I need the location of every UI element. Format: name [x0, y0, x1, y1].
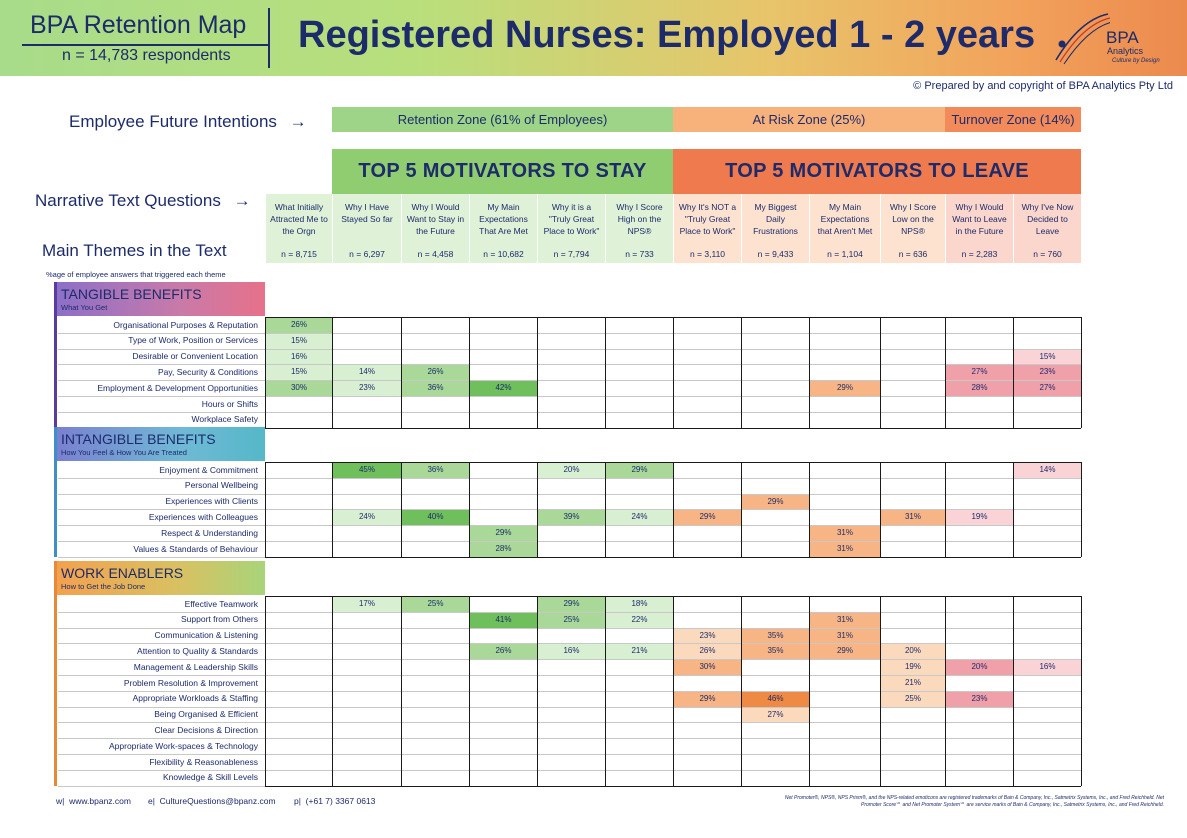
theme-label: Respect & Understanding	[161, 527, 258, 538]
theme-cell: 20%	[946, 660, 1013, 675]
theme-cell: 29%	[742, 495, 809, 510]
theme-cell: 26%	[402, 365, 469, 380]
question-text: My Biggest Daily Frustrations	[753, 202, 798, 236]
theme-cell: 15%	[1014, 350, 1081, 365]
theme-cell: 45%	[333, 463, 401, 478]
logo-tagline: Culture by Design	[1112, 58, 1160, 64]
theme-cell: 35%	[742, 644, 809, 659]
phone-label: p|	[294, 796, 301, 806]
theme-cell: 28%	[946, 381, 1013, 396]
question-text: Why I've Now Decided to Leave	[1021, 202, 1074, 236]
theme-cell: 23%	[333, 381, 401, 396]
theme-cell: 15%	[266, 334, 332, 349]
theme-cell: 31%	[810, 613, 880, 628]
table-column-rule	[537, 462, 538, 557]
brand-divider-vertical	[268, 8, 270, 68]
theme-label: Effective Teamwork	[184, 598, 258, 609]
theme-cell: 26%	[674, 644, 741, 659]
theme-cell: 16%	[538, 644, 605, 659]
theme-cell: 29%	[674, 510, 741, 525]
footer-email	[148, 796, 276, 806]
table-column-rule	[469, 596, 470, 786]
logo-text: BPA	[1106, 28, 1139, 47]
theme-label: Experiences with Colleagues	[148, 511, 258, 522]
email-label: e|	[148, 796, 155, 806]
question-header	[1013, 194, 1081, 263]
theme-label: Being Organised & Efficient	[154, 709, 258, 720]
theme-label: Values & Standards of Behaviour	[133, 543, 258, 554]
narrative-label	[35, 191, 251, 211]
theme-cell: 27%	[1014, 381, 1081, 396]
table-column-rule	[809, 596, 810, 786]
theme-cell: 21%	[881, 676, 945, 691]
theme-cell: 23%	[1014, 365, 1081, 380]
theme-cell: 29%	[538, 597, 605, 612]
question-header	[605, 194, 673, 263]
category-accent-bar	[54, 427, 57, 557]
theme-cell: 20%	[538, 463, 605, 478]
table-column-rule	[1081, 462, 1082, 557]
trademark-disclaimer: Net Promoter®, NPS®, NPS Prism®, and the NPS-related emoticons are registered trademarks of Bain & Company, Inc., Satmetrix Systems, Inc., and Fred Reichheld. Net Promoter Score℠ and Net Promoter System℠ are service marks of Bain & Company, Inc., Satmetrix Systems, Inc., and Fred Reichheld.	[784, 795, 1164, 808]
category-header	[54, 427, 265, 461]
category-accent-bar	[54, 282, 57, 428]
table-rule	[265, 428, 1081, 429]
question-header	[401, 194, 469, 263]
logo-swoosh-icon	[1050, 10, 1110, 70]
theme-cell: 27%	[742, 708, 809, 723]
theme-label: Employment & Development Opportunities	[97, 382, 258, 393]
theme-cell: 35%	[742, 629, 809, 644]
question-header	[741, 194, 809, 263]
question-header	[880, 194, 945, 263]
table-column-rule	[673, 462, 674, 557]
question-sample-size: n = 636	[898, 249, 928, 259]
question-header	[945, 194, 1013, 263]
table-column-rule	[332, 596, 333, 786]
category-title: INTANGIBLE BENEFITS	[61, 431, 216, 447]
category-title: TANGIBLE BENEFITS	[61, 286, 202, 302]
theme-cell: 21%	[606, 644, 673, 659]
category-header	[54, 561, 265, 595]
question-header	[673, 194, 741, 263]
question-sample-size: n = 9,433	[757, 249, 794, 259]
theme-cell: 42%	[470, 381, 537, 396]
table-column-rule	[945, 462, 946, 557]
theme-cell: 18%	[606, 597, 673, 612]
table-column-rule	[880, 317, 881, 428]
theme-label: Appropriate Workloads & Staffing	[132, 693, 258, 704]
category-title: WORK ENABLERS	[61, 565, 184, 581]
theme-cell: 25%	[402, 597, 469, 612]
percent-note: %age of employee answers that triggered each theme	[46, 270, 226, 279]
leave-motivators-header: TOP 5 MOTIVATORS TO LEAVE	[673, 149, 1081, 194]
table-column-rule	[469, 462, 470, 557]
respondents-count: n = 14,783 respondents	[62, 47, 231, 64]
category-subtitle: How to Get the Job Done	[61, 582, 146, 591]
theme-cell: 30%	[674, 660, 741, 675]
narrative-text: Narrative Text Questions	[35, 191, 221, 210]
turnover-zone: Turnover Zone (14%)	[945, 107, 1081, 132]
table-column-rule	[332, 462, 333, 557]
theme-cell: 24%	[606, 510, 673, 525]
question-sample-size: n = 10,682	[483, 249, 524, 259]
table-column-rule	[605, 596, 606, 786]
table-rule	[265, 557, 1081, 558]
theme-cell: 31%	[810, 629, 880, 644]
theme-label: Desirable or Convenient Location	[132, 351, 258, 362]
brand-box	[22, 8, 270, 68]
table-column-rule	[265, 596, 266, 786]
theme-cell: 30%	[266, 381, 332, 396]
theme-cell: 36%	[402, 381, 469, 396]
brand-divider	[22, 44, 270, 46]
theme-label: Hours or Shifts	[201, 398, 258, 409]
theme-label: Enjoyment & Commitment	[159, 464, 258, 475]
theme-cell: 14%	[333, 365, 401, 380]
theme-label: Personal Wellbeing	[184, 480, 258, 491]
theme-label: Workplace Safety	[191, 414, 258, 425]
theme-cell: 31%	[881, 510, 945, 525]
brand-title: BPA Retention Map	[30, 11, 247, 39]
theme-cell: 26%	[470, 644, 537, 659]
theme-label: Clear Decisions & Direction	[154, 724, 258, 735]
theme-cell: 46%	[742, 692, 809, 707]
table-column-rule	[605, 317, 606, 428]
question-sample-size: n = 8,715	[281, 249, 317, 259]
theme-cell: 36%	[402, 463, 469, 478]
table-column-rule	[332, 317, 333, 428]
question-header	[537, 194, 605, 263]
question-text: What Initially Attracted Me to the Orgn	[270, 202, 328, 236]
email-link[interactable]: CultureQuestions@bpanz.com	[159, 796, 276, 806]
theme-cell: 31%	[810, 542, 880, 557]
theme-cell: 20%	[881, 644, 945, 659]
question-sample-size: n = 1,104	[827, 249, 863, 259]
theme-cell: 19%	[946, 510, 1013, 525]
category-header	[54, 282, 265, 316]
question-sample-size: n = 4,458	[417, 249, 454, 259]
table-column-rule	[1013, 462, 1014, 557]
theme-label: Experiences with Clients	[165, 496, 258, 507]
page-title: Registered Nurses: Employed 1 - 2 years	[298, 14, 1036, 56]
theme-label: Organisational Purposes & Reputation	[113, 319, 258, 330]
table-column-rule	[673, 596, 674, 786]
at-risk-zone: At Risk Zone (25%)	[673, 107, 945, 132]
theme-label: Communication & Listening	[154, 630, 258, 641]
theme-cell: 15%	[266, 365, 332, 380]
theme-cell: 29%	[810, 381, 880, 396]
theme-cell: 19%	[881, 660, 945, 675]
table-column-rule	[265, 317, 266, 428]
theme-label: Problem Resolution & Improvement	[123, 677, 258, 688]
theme-label: Knowledge & Skill Levels	[163, 772, 258, 783]
logo-subtext: Analytics	[1107, 46, 1144, 56]
stay-motivators-header: TOP 5 MOTIVATORS TO STAY	[332, 149, 673, 194]
theme-cell: 14%	[1014, 463, 1081, 478]
footer-phone	[294, 796, 375, 806]
category-subtitle: What You Get	[61, 303, 108, 312]
question-sample-size: n = 733	[625, 249, 654, 259]
arrow-icon: →	[233, 191, 251, 210]
question-header	[332, 194, 401, 263]
web-label: w|	[56, 796, 65, 806]
table-column-rule	[1013, 596, 1014, 786]
theme-label: Attention to Quality & Standards	[137, 645, 258, 656]
table-column-rule	[537, 596, 538, 786]
theme-cell: 29%	[606, 463, 673, 478]
table-column-rule	[469, 317, 470, 428]
theme-cell: 29%	[674, 692, 741, 707]
theme-cell: 41%	[470, 613, 537, 628]
table-column-rule	[537, 317, 538, 428]
category-accent-bar	[54, 561, 57, 786]
theme-label: Pay, Security & Conditions	[158, 366, 258, 377]
theme-label: Appropriate Work-spaces & Technology	[109, 740, 258, 751]
bpa-logo	[1050, 10, 1160, 70]
table-column-rule	[401, 317, 402, 428]
theme-cell: 28%	[470, 542, 537, 557]
table-column-rule	[401, 462, 402, 557]
table-column-rule	[265, 462, 266, 557]
question-text: My Main Expectations that Aren't Met	[817, 202, 873, 236]
theme-cell: 17%	[333, 597, 401, 612]
category-subtitle: How You Feel & How You Are Treated	[61, 448, 187, 457]
theme-cell: 25%	[881, 692, 945, 707]
theme-label: Management & Leadership Skills	[133, 661, 258, 672]
theme-cell: 31%	[810, 526, 880, 541]
copyright-note: © Prepared by and copyright of BPA Analytics Pty Ltd	[913, 80, 1173, 92]
theme-cell: 25%	[538, 613, 605, 628]
question-text: Why I Score Low on the NPS®	[889, 202, 937, 236]
table-column-rule	[1081, 596, 1082, 786]
question-text: Why It's NOT a "Truly Great Place to Work"	[678, 202, 737, 236]
table-column-rule	[880, 596, 881, 786]
phone-number: (+61 7) 3367 0613	[305, 796, 376, 806]
main-themes-label: Main Themes in the Text	[42, 241, 227, 260]
theme-cell: 29%	[470, 526, 537, 541]
question-text: My Main Expectations That Are Met	[479, 202, 528, 236]
future-intentions-label	[69, 112, 307, 132]
question-text: Why I Score High on the NPS®	[616, 202, 663, 236]
question-text: Why it is a "Truly Great Place to Work"	[543, 202, 600, 236]
theme-label: Flexibility & Reasonableness	[149, 756, 258, 767]
question-text: Why I Have Stayed So far	[341, 202, 393, 224]
arrow-icon: →	[289, 112, 307, 131]
table-column-rule	[741, 317, 742, 428]
question-header	[265, 194, 332, 263]
question-header	[809, 194, 880, 263]
theme-cell: 24%	[333, 510, 401, 525]
retention-zone: Retention Zone (61% of Employees)	[332, 107, 673, 132]
question-sample-size: n = 7,794	[553, 249, 590, 259]
table-column-rule	[673, 317, 674, 428]
question-text: Why I Would Want to Stay in the Future	[406, 202, 465, 236]
question-sample-size: n = 2,283	[961, 249, 998, 259]
question-header	[469, 194, 537, 263]
question-sample-size: n = 6,297	[349, 249, 385, 259]
table-column-rule	[945, 596, 946, 786]
table-column-rule	[809, 317, 810, 428]
theme-cell: 23%	[946, 692, 1013, 707]
table-column-rule	[605, 462, 606, 557]
theme-cell: 16%	[266, 350, 332, 365]
table-column-rule	[1013, 317, 1014, 428]
web-link[interactable]: www.bpanz.com	[69, 796, 131, 806]
theme-cell: 23%	[674, 629, 741, 644]
theme-cell: 26%	[266, 318, 332, 333]
theme-label: Support from Others	[180, 614, 258, 625]
question-sample-size: n = 3,110	[689, 249, 726, 259]
table-rule	[265, 786, 1081, 787]
footer-web	[56, 796, 131, 806]
theme-cell: 22%	[606, 613, 673, 628]
theme-cell: 29%	[810, 644, 880, 659]
theme-cell: 40%	[402, 510, 469, 525]
table-column-rule	[401, 596, 402, 786]
table-column-rule	[741, 462, 742, 557]
table-column-rule	[741, 596, 742, 786]
future-intentions-text: Employee Future Intentions	[69, 112, 277, 131]
question-sample-size: n = 760	[1033, 249, 1062, 259]
theme-cell: 39%	[538, 510, 605, 525]
table-column-rule	[880, 462, 881, 557]
question-text: Why I Would Want to Leave in the Future	[952, 202, 1007, 236]
table-column-rule	[945, 317, 946, 428]
theme-label: Type of Work, Position or Services	[128, 335, 258, 346]
theme-cell: 16%	[1014, 660, 1081, 675]
table-column-rule	[809, 462, 810, 557]
table-column-rule	[1081, 317, 1082, 428]
theme-cell: 27%	[946, 365, 1013, 380]
